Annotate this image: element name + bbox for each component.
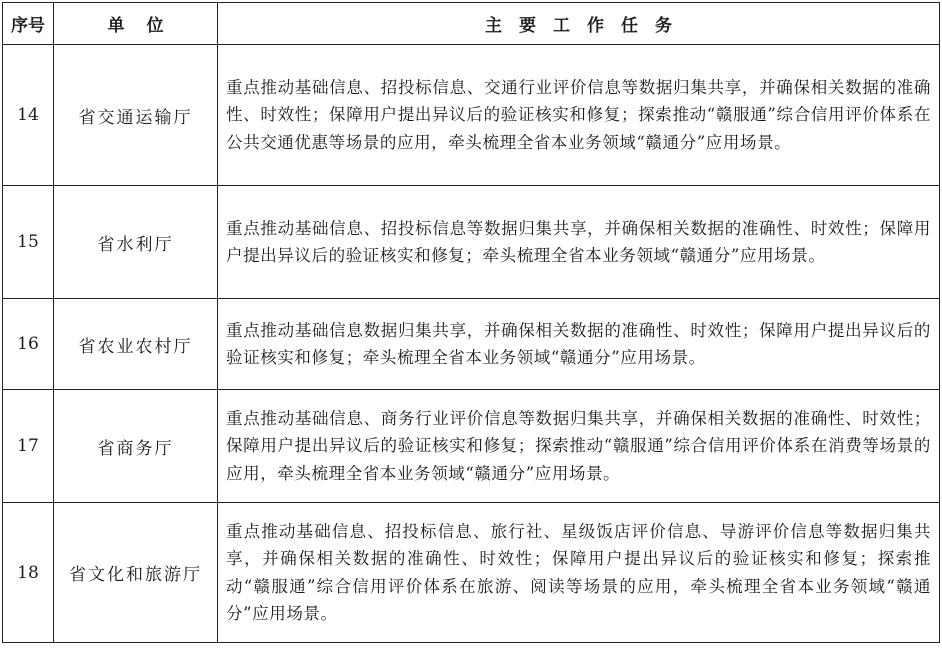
task-table xyxy=(2,2,940,643)
row-unit-name: 省商务厅 xyxy=(54,390,218,503)
table-row xyxy=(3,503,940,643)
row-task-text: 重点推动基础信息、商务行业评价信息等数据归集共享，并确保相关数据的准确性、时效性；保障用户提出异议后的验证核实和修复；探索推动“赣服通”综合信用评价体系在消费等场景的应用，牵头梳理全省本业务领域“赣通分”应用场景。 xyxy=(218,390,940,503)
table-header xyxy=(3,3,940,45)
header-main-tasks: 主要工作任务 xyxy=(218,3,940,45)
row-unit-name: 省交通运输厅 xyxy=(54,45,218,186)
row-unit-name: 省文化和旅游厅 xyxy=(54,503,218,643)
table-row xyxy=(3,45,940,186)
table-row xyxy=(3,299,940,390)
header-row xyxy=(3,3,940,45)
row-task-text: 重点推动基础信息数据归集共享，并确保相关数据的准确性、时效性；保障用户提出异议后的验证核实和修复；牵头梳理全省本业务领域“赣通分”应用场景。 xyxy=(218,299,940,390)
row-serial-number: 17 xyxy=(3,390,54,503)
row-serial-number: 15 xyxy=(3,186,54,299)
row-serial-number: 14 xyxy=(3,45,54,186)
table-body xyxy=(3,45,940,643)
row-serial-number: 16 xyxy=(3,299,54,390)
header-serial-number: 序号 xyxy=(3,3,54,45)
table-row xyxy=(3,390,940,503)
row-serial-number: 18 xyxy=(3,503,54,643)
row-task-text: 重点推动基础信息、招投标信息、交通行业评价信息等数据归集共享，并确保相关数据的准确性、时效性；保障用户提出异议后的验证核实和修复；探索推动“赣服通”综合信用评价体系在公共交通优惠等场景的应用，牵头梳理全省本业务领域“赣通分”应用场景。 xyxy=(218,45,940,186)
row-unit-name: 省水利厅 xyxy=(54,186,218,299)
row-task-text: 重点推动基础信息、招投标信息、旅行社、星级饭店评价信息、导游评价信息等数据归集共享，并确保相关数据的准确性、时效性；保障用户提出异议后的验证核实和修复；探索推动“赣服通”综合信用评价体系在旅游、阅读等场景的应用，牵头梳理全省本业务领域“赣通分”应用场景。 xyxy=(218,503,940,643)
table-row xyxy=(3,186,940,299)
header-unit: 单位 xyxy=(54,3,218,45)
row-unit-name: 省农业农村厅 xyxy=(54,299,218,390)
row-task-text: 重点推动基础信息、招投标信息等数据归集共享，并确保相关数据的准确性、时效性；保障用户提出异议后的验证核实和修复；牵头梳理全省本业务领域“赣通分”应用场景。 xyxy=(218,186,940,299)
